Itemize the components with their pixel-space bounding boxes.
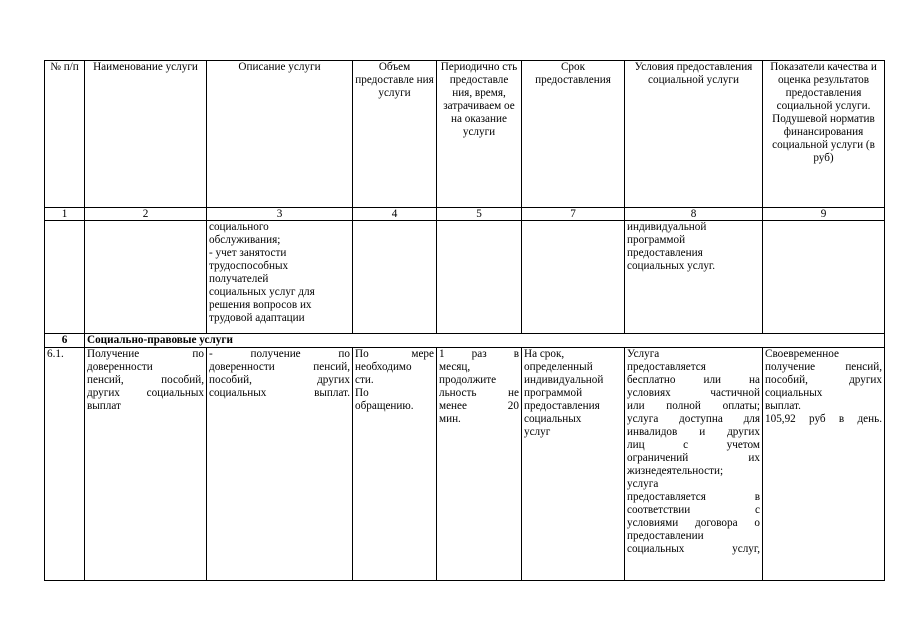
cell-text-line: пособий, других	[209, 374, 350, 386]
column-number: 4	[353, 208, 437, 221]
service-periodicity-cell	[437, 348, 522, 581]
services-table	[44, 60, 885, 581]
service-volume-cell	[353, 348, 437, 581]
cell-text-line: индивидуальной	[524, 374, 604, 386]
cell-text-line: социальных услуг,	[627, 543, 760, 555]
header-indicators: Показатели качества и оценка результатов предоставления социальной услуги. Подушевой норматив финансирования социальной услуги (в руб)	[763, 61, 885, 208]
cell-text-line: программой	[524, 387, 583, 399]
empty-cell	[353, 221, 437, 334]
cell-text-line: менее 20	[439, 400, 519, 412]
cell-text-line: - получение по	[209, 348, 350, 360]
cell-text-line: социальных услуг.	[627, 260, 716, 272]
cell-text-line: трудовой адаптации	[209, 312, 305, 324]
header-row	[45, 61, 885, 208]
cell-text-line: социальных услуг для	[209, 286, 315, 298]
empty-cell	[522, 221, 625, 334]
cell-text-line: услуга	[627, 478, 659, 490]
column-number: 9	[763, 208, 885, 221]
continuation-conditions-cell	[625, 221, 763, 334]
cell-text-line: доверенности	[87, 361, 153, 373]
column-number: 8	[625, 208, 763, 221]
column-number: 5	[437, 208, 522, 221]
section-row	[45, 334, 885, 348]
cell-text-line: сти.	[355, 374, 374, 386]
cell-text-line: 1 раз в	[439, 348, 519, 360]
cell-text-line: решения вопросов их	[209, 299, 312, 311]
cell-text-line: соответствии с	[627, 504, 760, 516]
column-number: 7	[522, 208, 625, 221]
cell-text-line: выплат	[87, 400, 121, 412]
cell-text-line: других социальных	[87, 387, 204, 399]
column-number-row	[45, 208, 885, 221]
service-number: 6.1.	[45, 348, 85, 581]
cell-text-line: социальных	[765, 387, 823, 399]
cell-text-line: пособий, других	[765, 374, 882, 386]
cell-text-line: социального	[209, 221, 269, 233]
cell-text-line: услуг	[524, 426, 551, 438]
cell-text-line: обращению.	[355, 400, 414, 412]
empty-cell	[763, 221, 885, 334]
section-title: Социально-правовые услуги	[85, 334, 885, 348]
continuation-row	[45, 221, 885, 334]
empty-cell	[45, 221, 85, 334]
continuation-description-cell	[207, 221, 353, 334]
header-service-name: Наименование услуги	[85, 61, 207, 208]
header-volume: Объем предоставле ния услуги	[353, 61, 437, 208]
cell-text-line: Услуга	[627, 348, 660, 360]
cell-text-line: предоставляется	[627, 361, 706, 373]
cell-text-line: выплат.	[765, 400, 801, 412]
cell-text-line: ограничений их	[627, 452, 760, 464]
cell-text-line: 105,92 руб в день.	[765, 413, 882, 425]
cell-text-line: услуга доступна для	[627, 413, 760, 425]
header-conditions: Условия предоставления социальной услуги	[625, 61, 763, 208]
service-name-cell	[85, 348, 207, 581]
cell-text-line: программой	[627, 234, 686, 246]
column-number: 1	[45, 208, 85, 221]
cell-text-line: бесплатно или на	[627, 374, 760, 386]
cell-text-line: мин.	[439, 413, 461, 425]
service-indicators-cell	[763, 348, 885, 581]
service-term-cell	[522, 348, 625, 581]
cell-text-line: льность не	[439, 387, 519, 399]
cell-text-line: или полной оплаты;	[627, 400, 760, 412]
cell-text-line: предоставления	[627, 247, 703, 259]
cell-text-line: - учет занятости	[209, 247, 287, 259]
cell-text-line: получение пенсий,	[765, 361, 882, 373]
service-row	[45, 348, 885, 581]
cell-text-line: жизнедеятельности;	[627, 465, 724, 477]
cell-text-line: условиями договора о	[627, 517, 760, 529]
header-number: № п/п	[45, 61, 85, 208]
cell-text-line: продолжите	[439, 374, 497, 386]
cell-text-line: По мере	[355, 348, 434, 360]
column-number: 2	[85, 208, 207, 221]
cell-text-line: Получение по	[87, 348, 204, 360]
cell-text-line: индивидуальной	[627, 221, 707, 233]
cell-text-line: пенсий, пособий,	[87, 374, 204, 386]
cell-text-line: Своевременное	[765, 348, 839, 360]
column-number: 3	[207, 208, 353, 221]
cell-text-line: трудоспособных	[209, 260, 289, 272]
empty-cell	[437, 221, 522, 334]
cell-text-line: доверенности пенсий,	[209, 361, 350, 373]
cell-text-line: По	[355, 387, 369, 399]
cell-text-line: инвалидов и других	[627, 426, 760, 438]
cell-text-line: условиях частичной	[627, 387, 760, 399]
cell-text-line: обслуживания;	[209, 234, 281, 246]
header-description: Описание услуги	[207, 61, 353, 208]
cell-text-line: лиц с учетом	[627, 439, 760, 451]
cell-text-line: необходимо	[355, 361, 412, 373]
service-conditions-cell	[625, 348, 763, 581]
cell-text-line: предоставляется в	[627, 491, 760, 503]
cell-text-line: месяц,	[439, 361, 471, 373]
cell-text-line: предоставлении	[627, 530, 704, 542]
cell-text-line: получателей	[209, 273, 269, 285]
cell-text-line: определенный	[524, 361, 593, 373]
section-number: 6	[45, 334, 85, 348]
service-description-cell	[207, 348, 353, 581]
cell-text-line: социальных	[524, 413, 582, 425]
cell-text-line: предоставления	[524, 400, 600, 412]
empty-cell	[85, 221, 207, 334]
cell-text-line: На срок,	[524, 348, 565, 360]
cell-text-line: социальных выплат.	[209, 387, 350, 399]
header-periodicity: Периодично сть предоставле ния, время, затрачиваем ое на оказание услуги	[437, 61, 522, 208]
header-term: Срок предоставления	[522, 61, 625, 208]
